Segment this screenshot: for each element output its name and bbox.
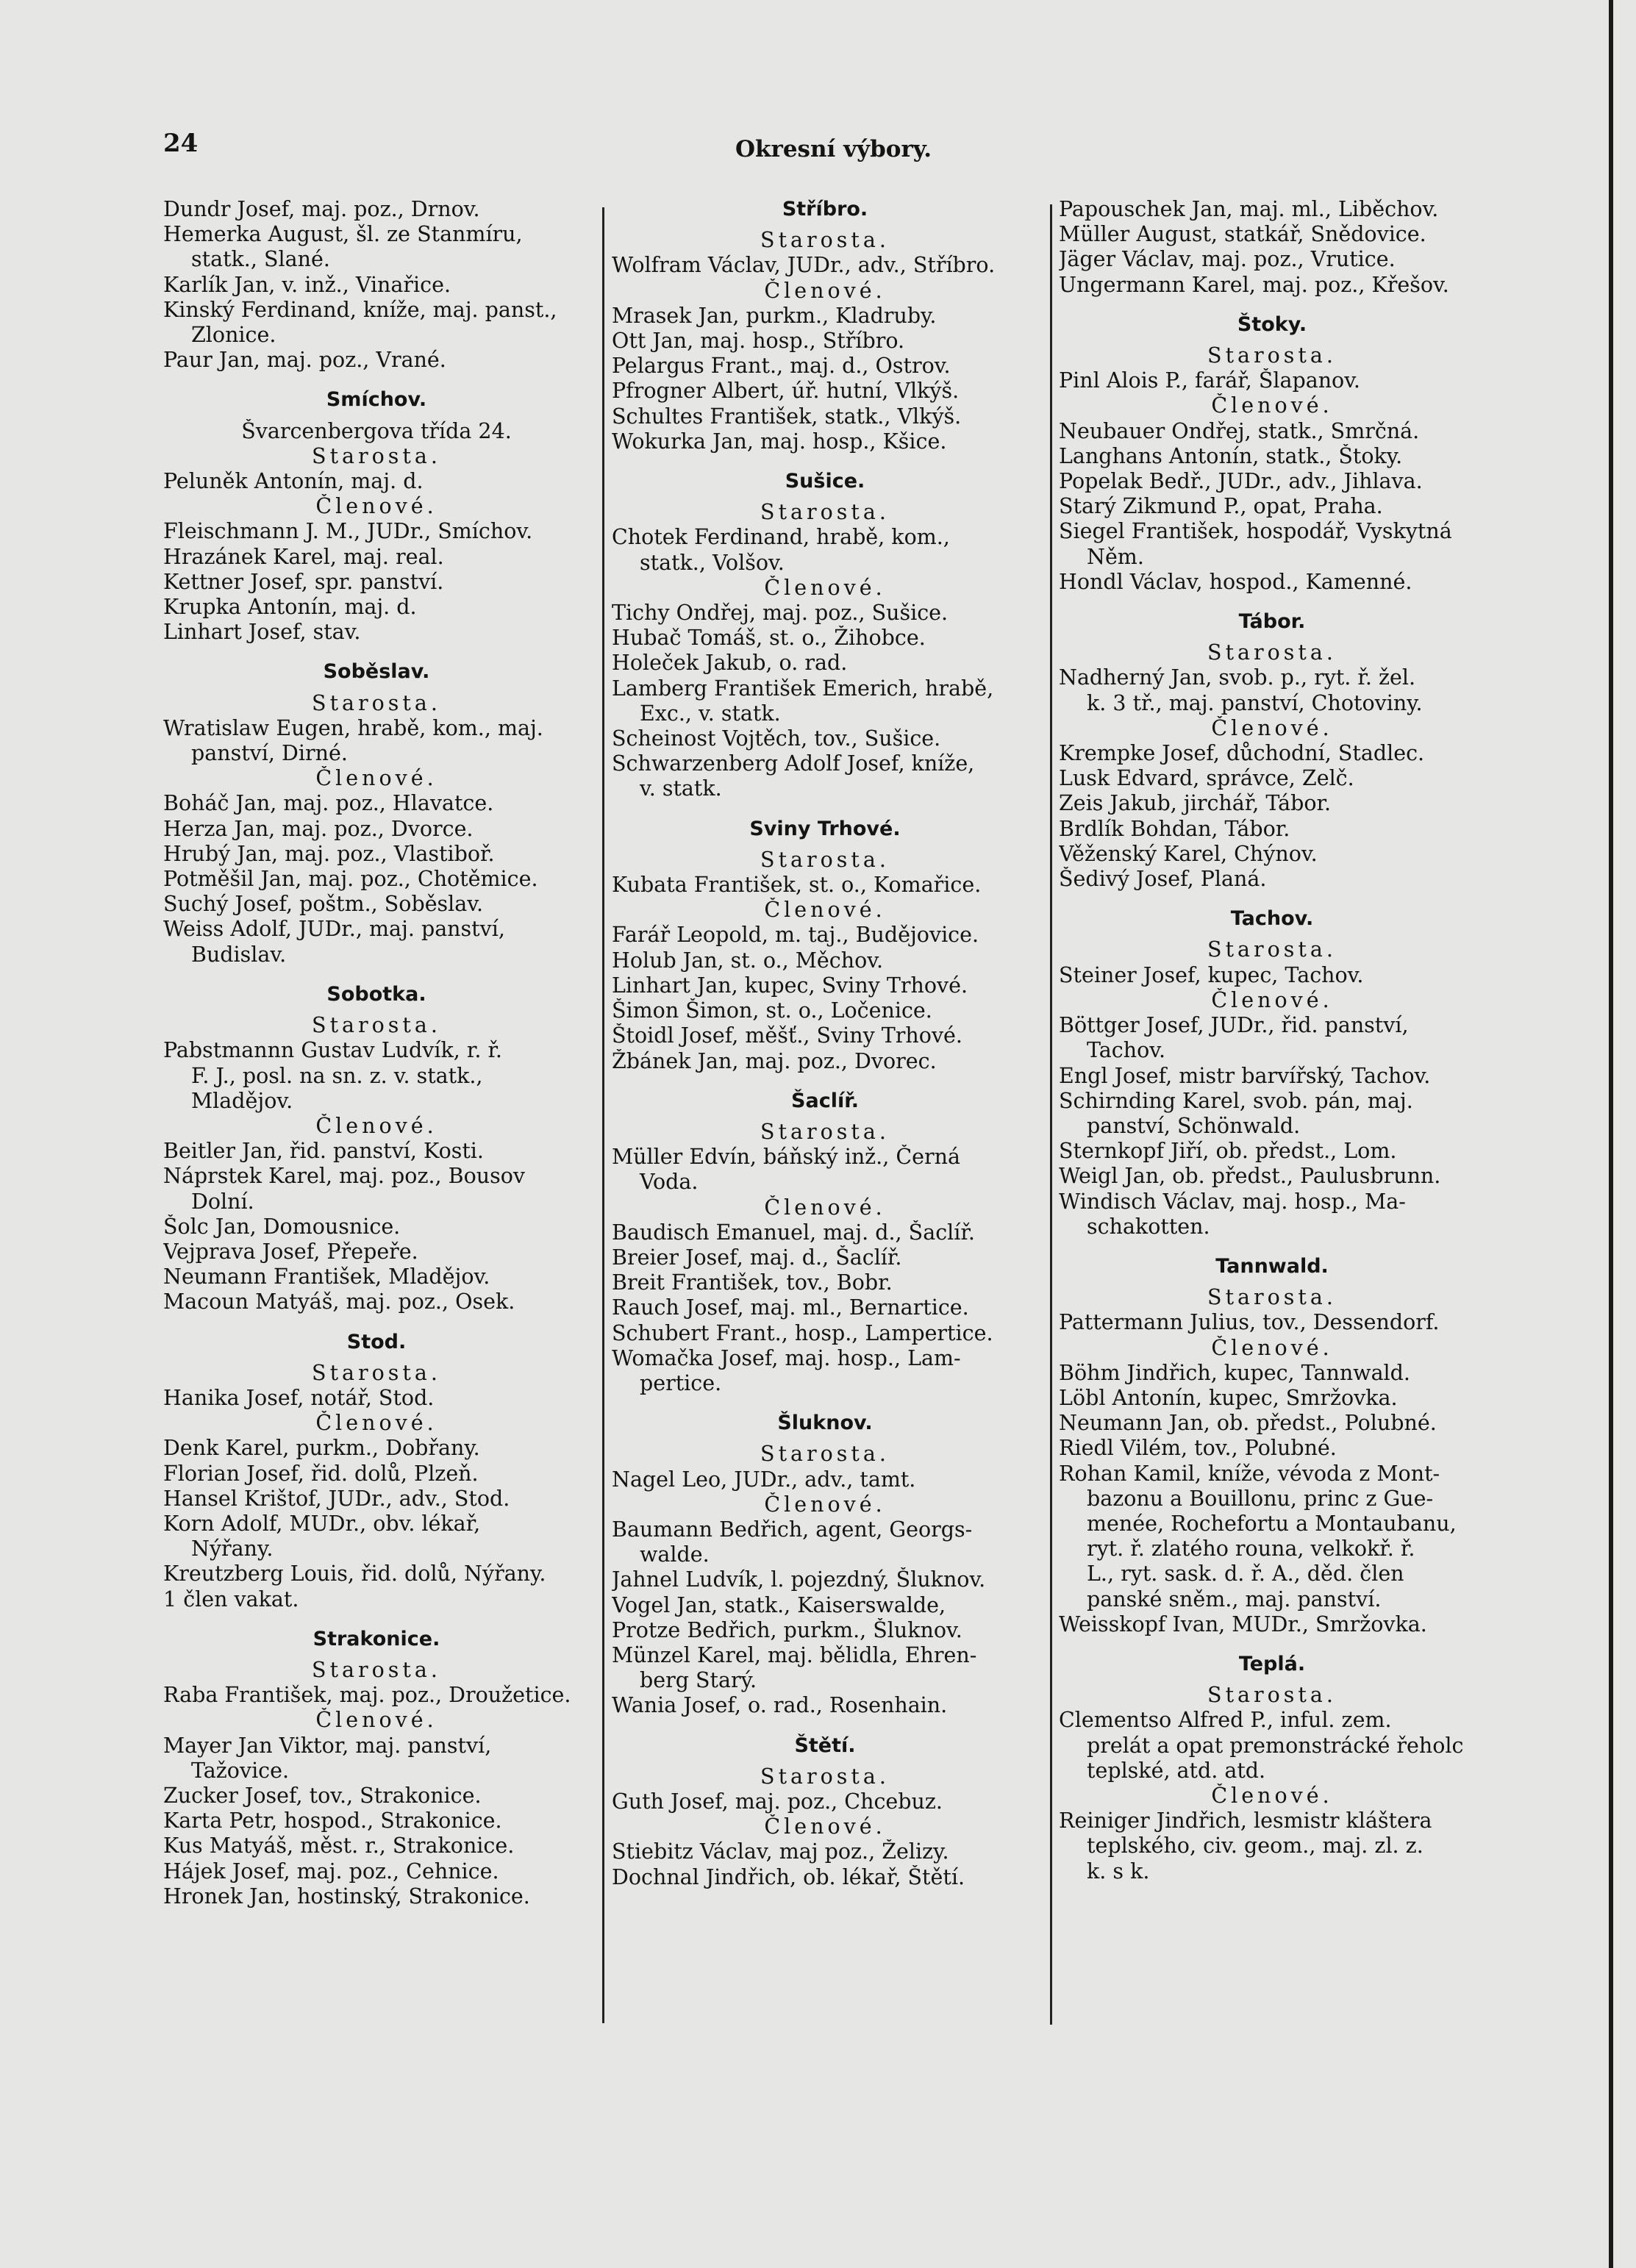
entry-continuation: Mladějov.: [191, 1088, 293, 1113]
entry-continuation: Dolní.: [191, 1189, 254, 1214]
entry-line: Wratislaw Eugen, hrabě, kom., maj.: [163, 715, 543, 740]
entry-continuation: L., ryt. sask. d. ř. A., děd. člen: [1087, 1562, 1404, 1586]
entry-line: Pfrogner Albert, úř. hutní, Vlkýš.: [612, 379, 960, 404]
entry-line: Kus Matyáš, měst. r., Strakonice.: [163, 1834, 515, 1859]
entry-line: Nagel Leo, JUDr., adv., tamt.: [612, 1467, 916, 1492]
entry-line: Wania Josef, o. rad., Rosenhain.: [612, 1693, 948, 1718]
entry-continuation: k. s k.: [1087, 1859, 1150, 1884]
entry-line: Boháč Jan, maj. poz., Hlavatce.: [163, 791, 494, 816]
entry-line: Clementso Alfred P., inful. zem.: [1059, 1708, 1392, 1733]
role-heading: Starosta.: [1207, 640, 1337, 665]
role-heading: Členové.: [1211, 987, 1333, 1012]
entry-continuation: teplské, atd. atd.: [1087, 1758, 1266, 1783]
entry-continuation: menée, Rochefortu a Montaubanu,: [1087, 1511, 1457, 1536]
entry-line: Linhart Josef, stav.: [163, 620, 361, 645]
entry-line: Kubata František, st. o., Komařice.: [612, 873, 982, 898]
role-heading: Členové.: [315, 1411, 437, 1436]
entry-line: Womačka Josef, maj. hosp., Lam-: [612, 1345, 961, 1370]
entry-continuation: statk., Volšov.: [640, 550, 785, 575]
entry-line: Reiniger Jindřich, lesmistr kláštera: [1059, 1809, 1432, 1834]
role-heading: Starosta.: [760, 228, 890, 253]
column-2: [612, 197, 1038, 1890]
entry-line: Weisskopf Ivan, MUDr., Smržovka.: [1059, 1611, 1427, 1636]
role-heading: Členové.: [764, 1492, 886, 1517]
section-heading: Teplá.: [1238, 1652, 1306, 1675]
entry-line: Papouschek Jan, maj. ml., Liběchov.: [1059, 197, 1439, 221]
entry-line: Wokurka Jan, maj. hosp., Kšice.: [612, 429, 947, 454]
entry-line: Sternkopf Jiří, ob. předst., Lom.: [1059, 1139, 1397, 1164]
entry-line: Kreutzberg Louis, řid. dolů, Nýřany.: [163, 1562, 546, 1586]
entry-line: Pinl Alois P., farář, Šlapanov.: [1059, 368, 1360, 393]
entry-line: Nadherný Jan, svob. p., ryt. ř. žel.: [1059, 665, 1416, 690]
role-heading: Starosta.: [312, 1360, 441, 1385]
entry-line: Zucker Josef, tov., Strakonice.: [163, 1783, 482, 1808]
entry-continuation: Tažovice.: [191, 1758, 290, 1783]
column-rule-2: [1050, 204, 1052, 2025]
entry-line: Rauch Josef, maj. ml., Bernartice.: [612, 1295, 969, 1320]
entry-line: Karlík Jan, v. inž., Vinařice.: [163, 272, 451, 297]
entry-line: Peluněk Antonín, maj. d.: [163, 469, 424, 494]
role-heading: Členové.: [764, 575, 886, 600]
entry-line: Hubač Tomáš, st. o., Žihobce.: [612, 626, 926, 651]
entry-line: Jahnel Ludvík, l. pojezdný, Šluknov.: [612, 1567, 986, 1592]
page-number: 24: [163, 129, 199, 158]
column-rule-1: [602, 207, 604, 2023]
section-heading: Soběslav.: [323, 660, 430, 684]
entry-line: Lusk Edvard, správce, Zelč.: [1059, 766, 1354, 791]
section-heading: Šluknov.: [777, 1412, 873, 1435]
entry-line: Macoun Matyáš, maj. poz., Osek.: [163, 1289, 515, 1314]
entry-line: Korn Adolf, MUDr., obv. lékař,: [163, 1511, 481, 1536]
entry-line: Potměšil Jan, maj. poz., Chotěmice.: [163, 867, 538, 892]
entry-line: Jäger Václav, maj. poz., Vrutice.: [1059, 247, 1396, 272]
entry-continuation: k. 3 tř., maj. panství, Chotoviny.: [1087, 690, 1423, 715]
entry-line: Náprstek Karel, maj. poz., Bousov: [163, 1164, 525, 1189]
entry-line: Ott Jan, maj. hosp., Stříbro.: [612, 329, 905, 354]
entry-line: Weigl Jan, ob. předst., Paulusbrunn.: [1059, 1164, 1441, 1189]
entry-line: Pabstmannn Gustav Ludvík, r. ř.: [163, 1038, 502, 1063]
role-heading: Starosta.: [760, 500, 890, 525]
entry-continuation: teplského, civ. geom., maj. zl. z.: [1087, 1834, 1424, 1859]
entry-continuation: panství, Dirné.: [191, 741, 348, 766]
entry-line: Věženský Karel, Chýnov.: [1059, 841, 1318, 866]
column-3: [1059, 197, 1485, 1884]
page-edge-shadow: [1609, 0, 1613, 2268]
section-heading: Stod.: [346, 1330, 407, 1353]
section-heading: Strakonice.: [312, 1627, 440, 1650]
section-heading: Tachov.: [1230, 907, 1314, 931]
entry-line: Holub Jan, st. o., Měchov.: [612, 948, 884, 973]
column-1: [163, 197, 590, 1909]
entry-line: Stiebitz Václav, maj poz., Želizy.: [612, 1839, 949, 1864]
entry-line: Mrasek Jan, purkm., Kladruby.: [612, 303, 937, 328]
role-heading: Starosta.: [312, 1013, 441, 1038]
role-heading: Členové.: [315, 494, 437, 519]
entry-line: Krempke Josef, důchodní, Stadlec.: [1059, 741, 1425, 766]
entry-line: Hanika Josef, notář, Stod.: [163, 1385, 435, 1410]
entry-line: Krupka Antonín, maj. d.: [163, 595, 417, 620]
entry-line: Böttger Josef, JUDr., řid. panství,: [1059, 1013, 1409, 1038]
entry-line: Raba František, maj. poz., Droužetice.: [163, 1683, 571, 1708]
role-heading: Starosta.: [1207, 1285, 1337, 1310]
entry-line: Baudisch Emanuel, maj. d., Šaclíř.: [612, 1220, 975, 1245]
section-heading: Sušice.: [785, 470, 865, 493]
entry-line: Hemerka August, šl. ze Stanmíru,: [163, 222, 523, 247]
entry-line: Štoidl Josef, měšť., Sviny Trhové.: [612, 1023, 962, 1048]
entry-line: Suchý Josef, poštm., Soběslav.: [163, 892, 484, 917]
entry-line: Löbl Antonín, kupec, Smržovka.: [1059, 1385, 1398, 1410]
entry-line: Brdlík Bohdan, Tábor.: [1059, 816, 1290, 841]
role-heading: Členové.: [315, 1708, 437, 1733]
entry-line: Hansel Krištof, JUDr., adv., Stod.: [163, 1486, 510, 1511]
role-heading: Starosta.: [312, 690, 441, 715]
role-heading: Starosta.: [1207, 343, 1337, 368]
entry-continuation: statk., Slané.: [191, 247, 330, 272]
entry-line: Hrazánek Karel, maj. real.: [163, 544, 444, 569]
entry-continuation: berg Starý.: [640, 1668, 757, 1693]
entry-continuation: prelát a opat premonstrácké řeholc: [1087, 1733, 1464, 1758]
entry-line: Riedl Vilém, tov., Polubné.: [1059, 1436, 1337, 1461]
section-heading: Tannwald.: [1215, 1254, 1329, 1278]
entry-line: Guth Josef, maj. poz., Chcebuz.: [612, 1789, 943, 1814]
section-heading: Šaclíř.: [791, 1089, 859, 1112]
entry-continuation: pertice.: [640, 1370, 722, 1395]
entry-continuation: schakotten.: [1087, 1214, 1210, 1239]
entry-line: Protze Bedřich, purkm., Šluknov.: [612, 1617, 962, 1642]
entry-line: Pattermann Julius, tov., Dessendorf.: [1059, 1310, 1440, 1335]
entry-continuation: Zlonice.: [191, 323, 276, 348]
entry-line: Dundr Josef, maj. poz., Drnov.: [163, 197, 480, 221]
entry-line: Fleischmann J. M., JUDr., Smíchov.: [163, 519, 533, 544]
entry-line: Schultes František, statk., Vlkýš.: [612, 404, 962, 429]
entry-line: Böhm Jindřich, kupec, Tannwald.: [1059, 1360, 1410, 1385]
role-heading: Starosta.: [760, 1764, 890, 1789]
entry-line: Schubert Frant., hosp., Lampertice.: [612, 1320, 993, 1345]
section-heading: Sobotka.: [326, 982, 426, 1006]
entry-line: Vogel Jan, statk., Kaiserswalde,: [612, 1592, 946, 1617]
entry-line: Langhans Antonín, statk., Štoky.: [1059, 443, 1403, 468]
role-heading: Členové.: [1211, 715, 1333, 740]
entry-line: Herza Jan, maj. poz., Dvorce.: [163, 816, 474, 841]
role-heading: Členové.: [1211, 1783, 1333, 1808]
role-heading: Starosta.: [1207, 1683, 1337, 1708]
entry-continuation: Tachov.: [1087, 1038, 1166, 1063]
entry-line: Paur Jan, maj. poz., Vrané.: [163, 348, 446, 373]
entry-line: Baumann Bedřich, agent, Georgs-: [612, 1517, 973, 1542]
entry-continuation: Nýřany.: [191, 1537, 274, 1562]
role-heading: Členové.: [764, 278, 886, 303]
entry-line: Šolc Jan, Domousnice.: [163, 1214, 401, 1239]
entry-continuation: F. J., posl. na sn. z. v. statk.,: [191, 1063, 483, 1088]
entry-line: Holeček Jakub, o. rad.: [612, 651, 848, 676]
entry-line: Windisch Václav, maj. hosp., Ma-: [1059, 1189, 1406, 1214]
entry-line: Mayer Jan Viktor, maj. panství,: [163, 1733, 492, 1758]
entry-line: Pelargus Frant., maj. d., Ostrov.: [612, 354, 951, 379]
role-heading: Starosta.: [760, 1442, 890, 1467]
entry-line: Florian Josef, řid. dolů, Plzeň.: [163, 1461, 479, 1486]
entry-line: Ungermann Karel, maj. poz., Křešov.: [1059, 272, 1449, 297]
entry-line: Neumann Jan, ob. předst., Polubné.: [1059, 1411, 1437, 1436]
entry-line: Steiner Josef, kupec, Tachov.: [1059, 962, 1364, 987]
entry-line: Denk Karel, purkm., Dobřany.: [163, 1436, 480, 1461]
entry-line: Šimon Šimon, st. o., Ločenice.: [612, 998, 932, 1023]
entry-line: Müller Edvín, báňský inž., Černá: [612, 1145, 961, 1170]
role-heading: Členové.: [764, 1814, 886, 1839]
address-line: Švarcenbergova třída 24.: [241, 418, 512, 443]
entry-continuation: panství, Schönwald.: [1087, 1113, 1301, 1138]
entry-line: Hronek Jan, hostinský, Strakonice.: [163, 1884, 530, 1909]
entry-continuation: panské sněm., maj. panství.: [1087, 1586, 1382, 1611]
entry-line: 1 člen vakat.: [163, 1586, 299, 1611]
entry-line: Žbánek Jan, maj. poz., Dvorec.: [612, 1048, 937, 1073]
entry-line: Lamberg František Emerich, hrabě,: [612, 676, 994, 701]
section-heading: Tábor.: [1238, 610, 1306, 634]
entry-line: Zeis Jakub, jirchář, Tábor.: [1059, 791, 1332, 816]
role-heading: Starosta.: [760, 847, 890, 872]
role-heading: Členové.: [764, 1195, 886, 1220]
role-heading: Členové.: [315, 766, 437, 791]
role-heading: Starosta.: [312, 1657, 441, 1682]
section-heading: Štoky.: [1237, 312, 1307, 336]
entry-line: Karta Petr, hospod., Strakonice.: [163, 1809, 502, 1834]
section-heading: Smíchov.: [326, 388, 427, 412]
role-heading: Členové.: [1211, 1335, 1333, 1360]
entry-line: Farář Leopold, m. taj., Budějovice.: [612, 923, 979, 948]
entry-line: Starý Zikmund P., opat, Praha.: [1059, 494, 1383, 519]
entry-line: Breier Josef, maj. d., Šaclíř.: [612, 1245, 902, 1270]
entry-line: Chotek Ferdinand, hrabě, kom.,: [612, 525, 950, 550]
entry-line: Popelak Bedř., JUDr., adv., Jihlava.: [1059, 469, 1423, 494]
entry-line: Kettner Josef, spr. panství.: [163, 569, 444, 594]
role-heading: Členové.: [764, 898, 886, 923]
entry-line: Šedivý Josef, Planá.: [1059, 867, 1267, 892]
entry-line: Müller August, statkář, Snědovice.: [1059, 222, 1426, 247]
section-heading: Sviny Trhové.: [749, 817, 901, 840]
section-heading: Stříbro.: [782, 198, 868, 221]
entry-continuation: walde.: [640, 1542, 710, 1567]
entry-line: Neumann František, Mladějov.: [163, 1264, 490, 1289]
role-heading: Starosta.: [1207, 937, 1337, 962]
entry-continuation: Voda.: [640, 1170, 699, 1195]
entry-continuation: bazonu a Bouillonu, princ z Gue-: [1087, 1486, 1434, 1511]
entry-line: Tichy Ondřej, maj. poz., Sušice.: [612, 601, 949, 626]
role-heading: Členové.: [315, 1113, 437, 1138]
role-heading: Členové.: [1211, 393, 1333, 418]
entry-line: Schwarzenberg Adolf Josef, kníže,: [612, 751, 975, 776]
entry-line: Vejprava Josef, Přepeře.: [163, 1239, 418, 1264]
entry-line: Hondl Václav, hospod., Kamenné.: [1059, 569, 1412, 594]
entry-line: Neubauer Ondřej, statk., Smrčná.: [1059, 418, 1420, 443]
entry-line: Schirnding Karel, svob. pán, maj.: [1059, 1088, 1413, 1113]
entry-line: Breit František, tov., Bobr.: [612, 1270, 893, 1295]
role-heading: Starosta.: [760, 1119, 890, 1144]
entry-continuation: v. statk.: [640, 776, 722, 801]
section-heading: Štětí.: [794, 1734, 856, 1757]
entry-line: Siegel František, hospodář, Vyskytná: [1059, 519, 1452, 544]
entry-line: Rohan Kamil, kníže, vévoda z Mont-: [1059, 1461, 1440, 1486]
entry-line: Engl Josef, mistr barvířský, Tachov.: [1059, 1063, 1431, 1088]
entry-line: Hájek Josef, maj. poz., Cehnice.: [163, 1859, 499, 1884]
entry-continuation: Něm.: [1087, 544, 1144, 569]
entry-line: Beitler Jan, řid. panství, Kosti.: [163, 1139, 484, 1164]
entry-line: Münzel Karel, maj. bělidla, Ehren-: [612, 1642, 977, 1667]
entry-line: Hrubý Jan, maj. poz., Vlastiboř.: [163, 841, 495, 866]
entry-line: Wolfram Václav, JUDr., adv., Stříbro.: [612, 253, 996, 278]
entry-continuation: Budislav.: [191, 942, 287, 967]
entry-continuation: Exc., v. statk.: [640, 701, 781, 726]
role-heading: Starosta.: [312, 443, 441, 468]
entry-line: Weiss Adolf, JUDr., maj. panství,: [163, 917, 505, 942]
running-header: Okresní výbory.: [735, 136, 932, 162]
entry-line: Scheinost Vojtěch, tov., Sušice.: [612, 726, 941, 751]
entry-line: Linhart Jan, kupec, Sviny Trhové.: [612, 973, 968, 998]
entry-continuation: ryt. ř. zlatého rouna, velkokř. ř.: [1087, 1537, 1415, 1562]
entry-line: Dochnal Jindřich, ob. lékař, Štětí.: [612, 1864, 965, 1889]
entry-line: Kinský Ferdinand, kníže, maj. panst.,: [163, 297, 557, 322]
